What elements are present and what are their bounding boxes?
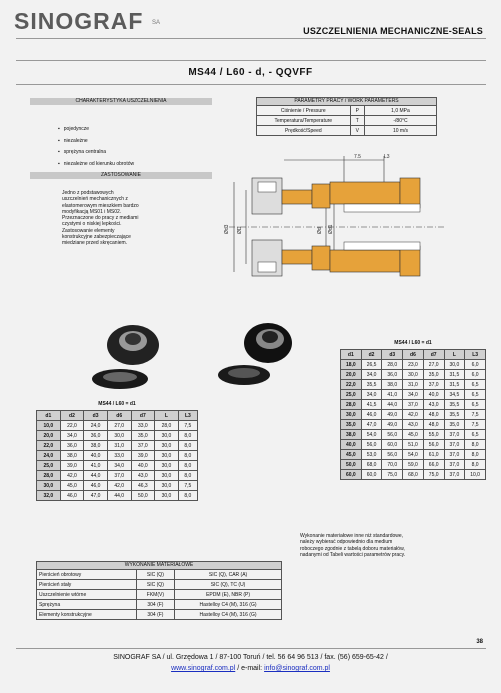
parameter-row: [257, 106, 437, 116]
materials-note: Wykonanie materiałowe inne niż standardowe, należy wybierać odpowiednio dla medium roboczego zgodnie z tabelą doboru materiałów, nadanymi od Tabeli wartości parametrów pracy.: [300, 533, 406, 559]
parameters-block: [256, 97, 437, 136]
table-cell: 33,0: [131, 421, 155, 431]
table-cell: 44,0: [84, 471, 108, 481]
column-header: d2: [361, 350, 382, 360]
table-cell: 32,0: [37, 491, 61, 501]
table-cell: 38,0: [60, 451, 84, 461]
table-row: [341, 440, 486, 450]
table-row: [37, 441, 198, 451]
table-cell: 48,0: [423, 410, 444, 420]
table-cell: 42,0: [60, 471, 84, 481]
table-cell: 8,0: [178, 471, 197, 481]
table-cell: 37,0: [423, 380, 444, 390]
table-row: [341, 380, 486, 390]
table-row: [37, 471, 198, 481]
table-cell: 46,0: [60, 491, 84, 501]
table-cell: 44,0: [107, 491, 131, 501]
table-cell: 49,0: [382, 420, 403, 430]
dimension-label: 7.5: [354, 154, 361, 160]
column-header: L3: [178, 411, 197, 421]
table-cell: 31,0: [403, 380, 424, 390]
product-photo: [30, 305, 320, 397]
table-cell: 37,0: [444, 450, 465, 460]
table-cell: 56,0: [382, 430, 403, 440]
materials-row: [37, 570, 282, 580]
table-row: [341, 420, 486, 430]
table-cell: 34,0: [361, 370, 382, 380]
parameter-name: Ciśnienie / Pressure: [257, 106, 351, 116]
column-header: L: [444, 350, 465, 360]
table-cell: 6,5: [465, 400, 486, 410]
table-row: [37, 461, 198, 471]
table-cell: 31,5: [444, 370, 465, 380]
footer-address: SINOGRAF SA / ul. Grzędowa 1 / 87-100 Toruń / tel. 56 64 96 513 / fax. (56) 659-65-42 /: [113, 654, 388, 661]
table-cell: 54,0: [361, 430, 382, 440]
table-cell: 30,0: [107, 431, 131, 441]
materials-cell: Sprężyna: [37, 600, 137, 610]
table-cell: 30,0: [155, 461, 179, 471]
parameters-table: [256, 105, 437, 136]
table-cell: 7,5: [178, 481, 197, 491]
materials-cell: Hastelloy C4 (M), 316 (G): [175, 600, 282, 610]
table-cell: 30,0: [155, 481, 179, 491]
footer-contact: [0, 665, 501, 672]
page-number: 38: [476, 639, 483, 645]
parameters-header: PARAMETRY PRACY / WORK PARAMETERS: [256, 97, 437, 105]
table-cell: 40,0: [131, 461, 155, 471]
materials-cell: 304 (F): [136, 600, 174, 610]
table-row: [341, 370, 486, 380]
table-header-row: [341, 350, 486, 360]
table-cell: 26,5: [361, 360, 382, 370]
characteristic-item: ▪ niezależne: [58, 136, 134, 148]
table-cell: 34,0: [361, 390, 382, 400]
table-cell: 28,0: [37, 471, 61, 481]
table-row: [37, 421, 198, 431]
category-title: USZCZELNIENIA MECHANICZNE-SEALS: [303, 26, 483, 36]
materials-cell: Hastelloy C4 (M), 316 (G): [175, 610, 282, 620]
table-cell: 22,0: [341, 380, 362, 390]
table-cell: 36,0: [60, 441, 84, 451]
table-cell: 42,0: [403, 410, 424, 420]
table-cell: 46,0: [84, 481, 108, 491]
table-cell: 30,0: [341, 410, 362, 420]
column-header: d6: [107, 411, 131, 421]
table-cell: 28,0: [155, 421, 179, 431]
table-cell: 37,0: [444, 440, 465, 450]
table-row: [341, 390, 486, 400]
table-cell: 41,5: [361, 400, 382, 410]
table-cell: 10,0: [465, 470, 486, 480]
parameter-value: -/80°C: [364, 116, 436, 126]
table-cell: 42,0: [107, 481, 131, 491]
table-cell: 8,0: [465, 450, 486, 460]
table-cell: 35,0: [444, 420, 465, 430]
parameter-name: Temperatura/Temperature: [257, 116, 351, 126]
email-label: / e-mail:: [237, 665, 263, 672]
table-cell: 28,0: [341, 400, 362, 410]
table-cell: 38,0: [341, 430, 362, 440]
table-cell: 49,0: [382, 410, 403, 420]
table-row: [341, 460, 486, 470]
table-cell: 34,5: [444, 390, 465, 400]
right-dimension-table: [340, 349, 486, 480]
table-cell: 27,0: [423, 360, 444, 370]
parameter-symbol: T: [350, 116, 364, 126]
table-cell: 35,0: [131, 431, 155, 441]
table-cell: 30,0: [155, 491, 179, 501]
table-cell: 75,0: [382, 470, 403, 480]
table-cell: 56,0: [423, 440, 444, 450]
table-cell: 51,0: [403, 440, 424, 450]
table-cell: 37,0: [444, 430, 465, 440]
column-header: d1: [37, 411, 61, 421]
materials-cell: SIC (Q), TC (U): [175, 580, 282, 590]
table-cell: 61,0: [423, 450, 444, 460]
characteristic-item: ▪ niezależne od kierunku obrotów: [58, 159, 134, 171]
table-cell: 38,0: [84, 441, 108, 451]
table-cell: 50,0: [341, 460, 362, 470]
parameter-name: Prędkość/Speed: [257, 126, 351, 136]
table-cell: 36,0: [382, 370, 403, 380]
materials-cell: Pierścień stały: [37, 580, 137, 590]
materials-row: [37, 590, 282, 600]
website-link[interactable]: www.sinograf.com.pl: [171, 665, 236, 672]
materials-block: [36, 561, 282, 620]
table-cell: 43,0: [403, 420, 424, 430]
materials-cell: FKM(V): [136, 590, 174, 600]
table-cell: 27,0: [107, 421, 131, 431]
table-cell: 7,5: [178, 421, 197, 431]
application-header: ZASTOSOWANIE: [30, 172, 212, 179]
table-cell: 41,0: [84, 461, 108, 471]
parameter-row: [257, 116, 437, 126]
table-cell: 6,5: [465, 390, 486, 400]
footer-divider: [16, 648, 486, 649]
materials-row: [37, 580, 282, 590]
materials-cell: Elementy konstrukcyjne: [37, 610, 137, 620]
table-cell: 60,0: [382, 440, 403, 450]
materials-cell: Pierścień obrotowy: [37, 570, 137, 580]
table-cell: 56,0: [361, 440, 382, 450]
left-dimension-table: [36, 410, 198, 501]
table-cell: 66,0: [423, 460, 444, 470]
table-cell: 8,0: [178, 441, 197, 451]
table-cell: 50,0: [131, 491, 155, 501]
table-cell: 46,3: [131, 481, 155, 491]
parameter-symbol: P: [350, 106, 364, 116]
table-cell: 33,0: [107, 451, 131, 461]
dimension-label: ØD: [237, 226, 243, 234]
table-cell: 39,0: [131, 451, 155, 461]
table-cell: 46,0: [361, 410, 382, 420]
dimension-label: L3: [384, 154, 390, 160]
table-cell: 34,0: [107, 461, 131, 471]
table-cell: 31,0: [107, 441, 131, 451]
column-header: d3: [84, 411, 108, 421]
table-cell: 56,0: [382, 450, 403, 460]
parameter-row: [257, 126, 437, 136]
table-cell: 47,0: [84, 491, 108, 501]
table-row: [341, 450, 486, 460]
table-row: [37, 451, 198, 461]
table-cell: 7,5: [465, 410, 486, 420]
table-cell: 45,0: [60, 481, 84, 491]
table-cell: 47,0: [361, 420, 382, 430]
table-cell: 43,0: [131, 471, 155, 481]
column-header: d2: [60, 411, 84, 421]
table-cell: 8,0: [178, 451, 197, 461]
table-cell: 8,0: [465, 440, 486, 450]
table-cell: 35,5: [444, 400, 465, 410]
table-cell: 25,0: [341, 390, 362, 400]
table-row: [37, 431, 198, 441]
table-cell: 60,0: [361, 470, 382, 480]
column-header: d7: [423, 350, 444, 360]
parameter-value: 1,0 MPa: [364, 106, 436, 116]
column-header: d1: [341, 350, 362, 360]
table-cell: 40,0: [341, 440, 362, 450]
parameter-symbol: V: [350, 126, 364, 136]
dimension-label: Ød3: [224, 224, 230, 234]
header-divider: [16, 38, 486, 39]
brand-suffix: SA: [152, 20, 161, 26]
table-cell: 68,0: [361, 460, 382, 470]
table-cell: 30,0: [155, 451, 179, 461]
table-cell: 53,0: [361, 450, 382, 460]
table-cell: 24,0: [84, 421, 108, 431]
table-cell: 40,0: [423, 390, 444, 400]
materials-table: [36, 569, 282, 620]
table-cell: 6,0: [465, 360, 486, 370]
table-cell: 6,0: [465, 370, 486, 380]
materials-cell: EPDM (E), NBR (P): [175, 590, 282, 600]
table-cell: 20,0: [37, 431, 61, 441]
materials-row: [37, 610, 282, 620]
table-cell: 41,0: [382, 390, 403, 400]
column-header: d3: [382, 350, 403, 360]
table-cell: 31,5: [444, 380, 465, 390]
table-cell: 23,0: [403, 360, 424, 370]
characteristic-item: ▪ sprężyna centralna: [58, 147, 134, 159]
table-cell: 30,0: [155, 441, 179, 451]
table-row: [341, 360, 486, 370]
dimension-label: Ød: [317, 227, 323, 234]
table-cell: 18,0: [341, 360, 362, 370]
table-cell: 35,0: [423, 370, 444, 380]
table-cell: 75,0: [423, 470, 444, 480]
characteristic-item: ▪ pojedyncze: [58, 124, 134, 136]
column-header: d6: [403, 350, 424, 360]
seal-cross-section-drawing: [224, 152, 450, 302]
materials-row: [37, 600, 282, 610]
dimension-label: Ød1: [328, 224, 334, 234]
table-cell: 8,0: [178, 461, 197, 471]
materials-header: WYKONANIE MATERIAŁOWE: [36, 561, 282, 569]
table-cell: 6,5: [465, 430, 486, 440]
table-cell: 10,0: [37, 421, 61, 431]
column-header: L3: [465, 350, 486, 360]
table-cell: 35,0: [341, 420, 362, 430]
table-cell: 8,0: [178, 491, 197, 501]
table-row: [341, 400, 486, 410]
table-cell: 30,0: [403, 370, 424, 380]
table-cell: 37,0: [403, 400, 424, 410]
table-cell: 35,5: [444, 410, 465, 420]
materials-cell: 304 (F): [136, 610, 174, 620]
materials-cell: SIC (Q), CAR (A): [175, 570, 282, 580]
table-cell: 60,0: [341, 470, 362, 480]
characteristics-header: CHARAKTERYSTYKA USZCZELNIENIA: [30, 98, 212, 105]
table-cell: 59,0: [403, 460, 424, 470]
email-link[interactable]: info@sinograf.com.pl: [264, 665, 330, 672]
left-table-title: MS44 / L60 = d1: [98, 401, 136, 407]
application-text: Jedno z podstawowych uszczelnień mechanicznych z elastomerowym mieszkiem bardzo modyfikacją MS01 i MS02. Przeznaczone do pracy z mediami czystymi o niskiej lepkości. Zastosowanie elementy konstrukcyjne zabezpieczające miedziane przed skręcaniem.: [62, 190, 139, 247]
materials-cell: SIC (Q): [136, 570, 174, 580]
table-cell: 30,0: [155, 431, 179, 441]
table-cell: 37,0: [107, 471, 131, 481]
table-cell: 8,0: [178, 431, 197, 441]
column-header: L: [155, 411, 179, 421]
table-cell: 37,0: [444, 470, 465, 480]
table-cell: 35,5: [361, 380, 382, 390]
table-cell: 20,0: [341, 370, 362, 380]
table-cell: 6,5: [465, 380, 486, 390]
table-cell: 45,0: [341, 450, 362, 460]
title-divider-bottom: [16, 84, 486, 85]
table-cell: 30,0: [444, 360, 465, 370]
table-cell: 39,0: [60, 461, 84, 471]
table-cell: 68,0: [403, 470, 424, 480]
table-cell: 48,0: [423, 420, 444, 430]
table-cell: 40,0: [84, 451, 108, 461]
characteristics-list: [58, 124, 134, 170]
table-cell: 22,0: [37, 441, 61, 451]
table-cell: 37,0: [444, 460, 465, 470]
table-cell: 22,0: [60, 421, 84, 431]
table-cell: 25,0: [37, 461, 61, 471]
table-cell: 54,0: [403, 450, 424, 460]
table-cell: 37,0: [131, 441, 155, 451]
table-cell: 7,5: [465, 420, 486, 430]
table-cell: 55,0: [423, 430, 444, 440]
table-cell: 28,0: [382, 360, 403, 370]
table-cell: 30,0: [155, 471, 179, 481]
table-cell: 45,0: [403, 430, 424, 440]
table-row: [341, 410, 486, 420]
materials-cell: SIC (Q): [136, 580, 174, 590]
table-cell: 8,0: [465, 460, 486, 470]
title-divider-top: [16, 60, 486, 61]
table-header-row: [37, 411, 198, 421]
parameter-value: 10 m/s: [364, 126, 436, 136]
table-cell: 34,0: [60, 431, 84, 441]
brand-logo: SINOGRAF: [14, 8, 144, 34]
table-row: [341, 430, 486, 440]
table-cell: 70,0: [382, 460, 403, 470]
table-row: [341, 470, 486, 480]
table-cell: 43,0: [423, 400, 444, 410]
model-title: MS44 / L60 - d, - QQVFF: [188, 67, 313, 78]
table-cell: 34,0: [403, 390, 424, 400]
table-row: [37, 481, 198, 491]
column-header: d7: [131, 411, 155, 421]
table-row: [37, 491, 198, 501]
right-table-title: MS44 / L60 = d1: [394, 340, 432, 346]
table-cell: 30,0: [37, 481, 61, 491]
table-cell: 44,0: [382, 400, 403, 410]
materials-cell: Uszczelnienie wtórne: [37, 590, 137, 600]
table-cell: 36,0: [84, 431, 108, 441]
table-cell: 38,0: [382, 380, 403, 390]
table-cell: 24,0: [37, 451, 61, 461]
